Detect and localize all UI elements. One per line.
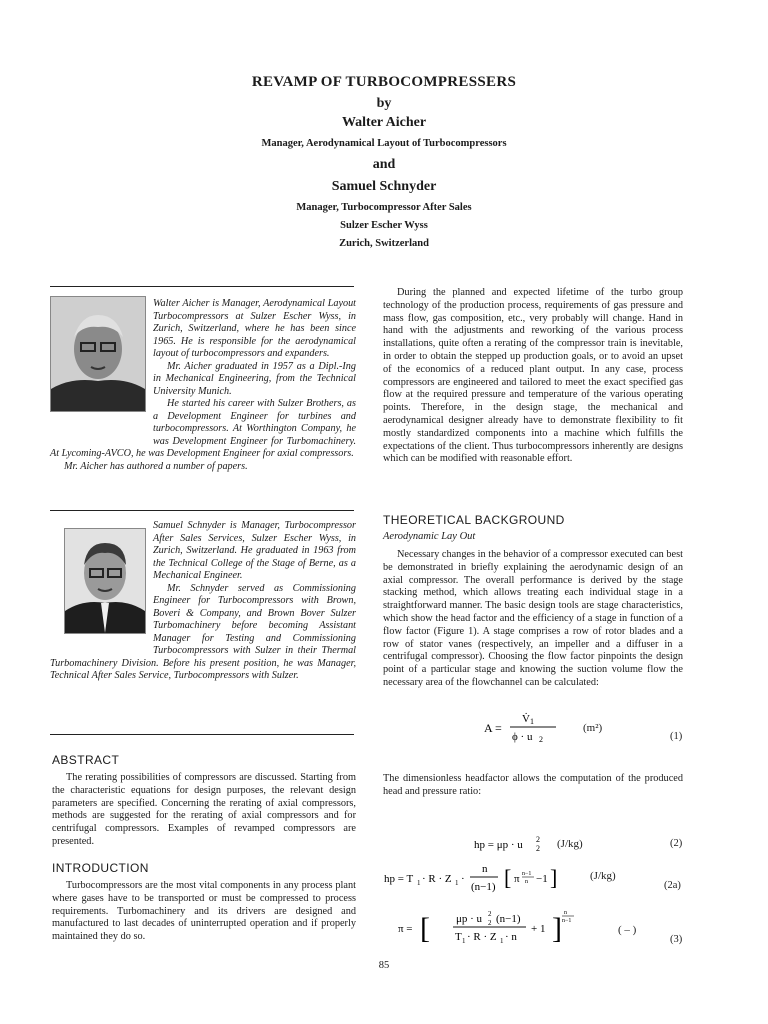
- equation-2a-number: (2a): [664, 880, 681, 891]
- equation-2-number: (2): [670, 838, 683, 849]
- equation-3-number: (3): [670, 934, 683, 945]
- equation-1: [484, 710, 574, 746]
- svg-text:]: ]: [552, 912, 562, 945]
- svg-text:1: 1: [417, 879, 421, 887]
- svg-text:1: 1: [455, 879, 459, 887]
- byline-and: and: [372, 157, 396, 172]
- svg-text:V̇: V̇: [522, 713, 530, 725]
- svg-text:π: π: [514, 873, 520, 885]
- svg-text:]: ]: [550, 865, 558, 890]
- svg-text:T: T: [455, 931, 462, 943]
- theory-subheading: Aerodynamic Lay Out: [383, 531, 476, 542]
- right-para-2: Necessary changes in the behavior of a compressor executed can best be demonstrated in briefly explaining the aerodynamic design of an axial compressor. The overall performance is derived by the stage stacking method, which allows treating each individual stage in a straightforward manner. The basic design tools are stage characteristics, which show the head factor and the efficiency of a stage in function of a flow factor (Figure 1). A stage comprises a row of rotor blades and a row of stator vanes (respectively, an impeller and a diffuser in a centrifugal compressor). Choosing the flow factor pinpoints the design point of a particular stage and knowing the suction volume flow the necessary area of the flowchannel can be calculated:: [383, 549, 683, 688]
- svg-text:2: 2: [539, 735, 543, 744]
- bio-1-para-2: Mr. Aicher graduated in 1957 as a Dipl.-Ing in Mechanical Engineering, from the Technical University Munich.: [153, 360, 356, 397]
- equation-1-number: (1): [670, 731, 683, 742]
- equation-3-unit: ( – ): [618, 924, 637, 936]
- equation-2a: [384, 860, 584, 903]
- headfactor-text: [383, 773, 683, 799]
- bio-2-para-2: Mr. Schnyder served as Commissioning Engineer for Turbocompressors with Brown, Boveri & Company, and Brown Bover Sulzer Turbomachinery before becoming Assistant Manager for Testing and Commissioning Turbocompressors with Sulzer in their Thermal Turbomachinery Division. Before his present position, he was Manager, Technical After Sales Service, Turbocompressors with Sulzer.: [50, 582, 356, 681]
- abstract-para: The rerating possibilities of compressors are discussed. Starting from the characteristic equations for design purposes, the relevant design parameters are specified. Concerning the rerating of axial compressors, methods are suggested for the rerating of axial compressors and for centrifugal compressors. Examples of revamped compressors are presented.: [52, 772, 356, 847]
- location: Zurich, Switzerland: [339, 238, 429, 249]
- svg-text:2: 2: [536, 835, 540, 844]
- svg-text:(n−1): (n−1): [496, 913, 521, 925]
- svg-text:1: 1: [530, 717, 534, 726]
- svg-text:2: 2: [488, 919, 492, 927]
- introduction-heading: INTRODUCTION: [52, 861, 149, 875]
- svg-text:[: [: [504, 865, 512, 890]
- svg-text:n−1: n−1: [562, 918, 572, 924]
- svg-text:[: [: [420, 912, 430, 945]
- bio-1-para-4: Mr. Aicher has authored a number of papers.: [64, 460, 248, 472]
- author-1-bio: [50, 298, 356, 473]
- right-column-intro: [383, 287, 683, 466]
- svg-text:1: 1: [462, 937, 466, 945]
- svg-text:n: n: [482, 863, 488, 875]
- equation-3: [398, 906, 598, 953]
- bio-2-bottom-rule: [50, 734, 354, 735]
- svg-text:· R · Z: · R · Z: [422, 873, 452, 885]
- svg-text:·: ·: [461, 873, 465, 885]
- svg-text:1: 1: [500, 937, 504, 945]
- right-para-3: The dimensionless headfactor allows the computation of the produced head and pressure ratio:: [383, 773, 683, 797]
- svg-text:ϕ · u: ϕ · u: [512, 731, 533, 743]
- svg-text:n: n: [564, 910, 567, 916]
- bio-2-para-1: Samuel Schnyder is Manager, Turbocompressor After Sales Services, Sulzer Escher Wyss, in Zurich, Switzerland. He graduated in 1963 from the Technical College of the Stage of Berne, as a Mechanical Engineer.: [153, 520, 356, 581]
- svg-text:A =: A =: [484, 721, 502, 735]
- page-number: 85: [378, 960, 390, 971]
- svg-text:· n: · n: [505, 931, 517, 943]
- svg-text:· R · Z: · R · Z: [467, 931, 497, 943]
- abstract-text: [52, 772, 356, 849]
- right-para-1: During the planned and expected lifetime of the turbo group technology of the production process, requirements of gas pressure and mass flow, gas composition, etc., very probably will change. Hand in hand with the adjustments and reworking of the various process installations, quite often a rerating of the compressor train is inevitable, in order to obtain the stepped up production goals, or to avoid an upset of the economics of a reduced plant output. In any case, process compressors are engineered and tailored to meet the exact specified gas flow at the required pressure and temperature of the various operating points. Therefore, in the design stage, the mechanical and aerodynamical designer already have to demonstrate flexibility to fit mostly standardized components into a machine which fulfills the expectations of the client. Thus turbocompressors inherently are designs which can be modified with reasonable effort.: [383, 287, 683, 465]
- svg-text:(n−1): (n−1): [471, 881, 496, 893]
- author-2-name: Samuel Schnyder: [331, 179, 437, 194]
- svg-text:μp · u: μp · u: [456, 913, 483, 925]
- svg-text:n: n: [525, 879, 528, 885]
- svg-text:n−1: n−1: [522, 871, 532, 877]
- svg-text:π =: π =: [398, 923, 413, 935]
- svg-text:hp = μp · u: hp = μp · u: [474, 839, 523, 851]
- svg-text:hp = T: hp = T: [384, 873, 414, 885]
- author-2-bio: [50, 520, 356, 683]
- bio-1-top-rule: [50, 286, 354, 287]
- abstract-heading: ABSTRACT: [52, 753, 120, 767]
- svg-text:2: 2: [488, 910, 492, 918]
- bio-1-para-3: He started his career with Sulzer Brothers, as a Development Engineer for turbines and turbocompressors. At Worthington Company, he was Development Engineer for Turbomachinery. At Lycoming-AVCO, he was Development Engineer for axial compressors.: [50, 398, 356, 459]
- author-1-role: Manager, Aerodynamical Layout of Turbocompressors: [261, 138, 507, 149]
- company: Sulzer Escher Wyss: [340, 220, 428, 231]
- equation-2a-unit: (J/kg): [590, 870, 616, 882]
- introduction-para: Turbocompressors are the most vital components in any process plant where gases have to be transported or must be compressed to process requirements. Turbomachinery and its drivers are designed and manufactured to last decades of uninterrupted operation and if properly maintained they do so.: [52, 880, 356, 943]
- bio-2-top-rule: [50, 510, 354, 511]
- svg-text:+ 1: + 1: [531, 923, 546, 935]
- equation-2-unit: (J/kg): [557, 838, 583, 850]
- theory-heading: THEORETICAL BACKGROUND: [383, 513, 565, 527]
- svg-text:−1: −1: [536, 873, 548, 885]
- byline-by: by: [376, 96, 392, 111]
- theory-text: [383, 549, 683, 690]
- svg-text:2: 2: [536, 844, 540, 853]
- paper-title: REVAMP OF TURBOCOMPRESSERS: [251, 74, 517, 90]
- author-2-role: Manager, Turbocompressor After Sales: [296, 202, 472, 213]
- equation-1-unit: (m²): [583, 722, 603, 734]
- introduction-text: [52, 880, 356, 944]
- bio-1-para-1: Walter Aicher is Manager, Aerodynamical Layout Turbocompressors at Sulzer Escher Wyss, in Zurich, Switzerland, where he has been since 1965. He is responsible for the aerodynamical layout of turbocompressors and expanders.: [153, 298, 356, 359]
- author-1-name: Walter Aicher: [341, 115, 427, 130]
